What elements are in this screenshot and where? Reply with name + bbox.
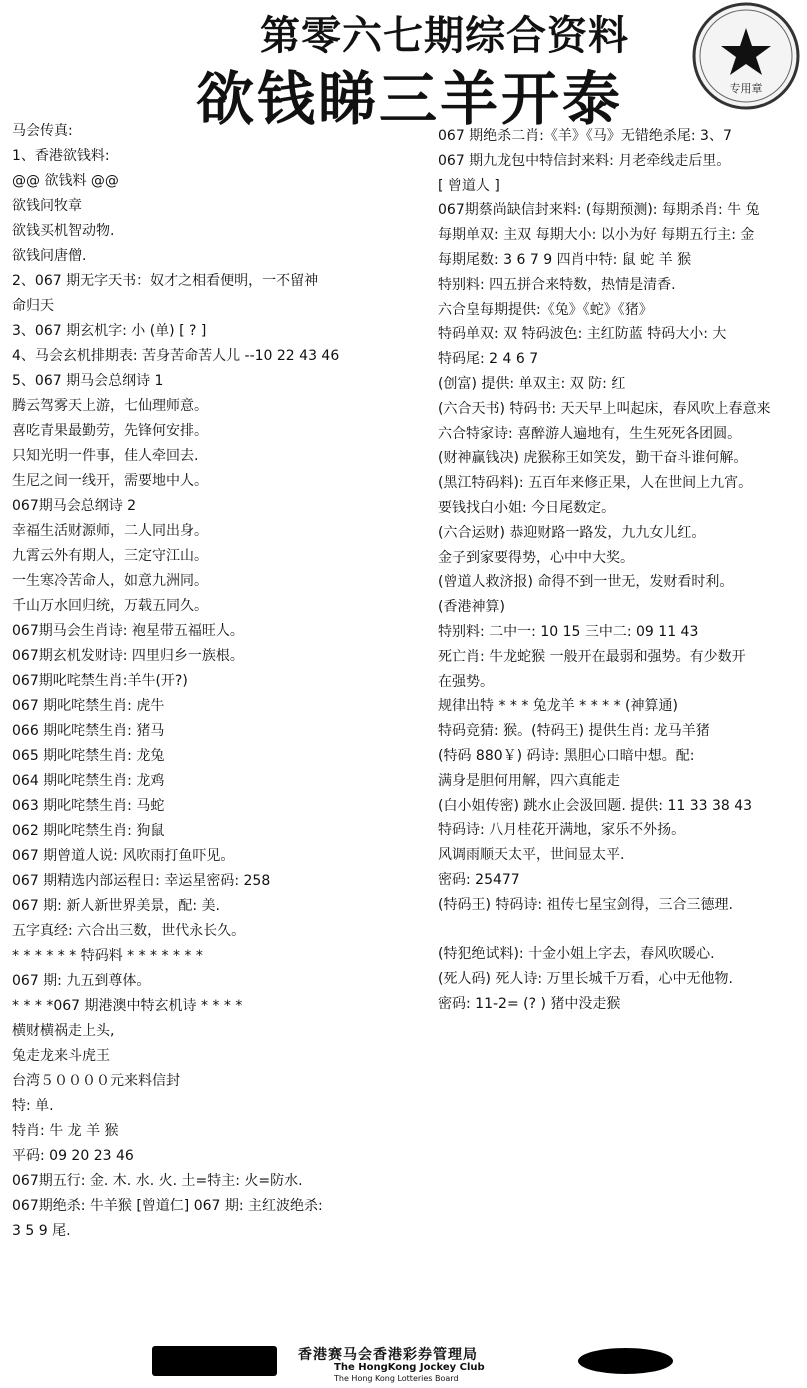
text-line: 千山万水回归统，万载五同久。 [12, 598, 208, 614]
footer-org-cn: 香港赛马会香港彩券管理局 [298, 1347, 478, 1363]
text-line: (六合运财) 恭迎财路一路发，九九女儿红。 [438, 524, 706, 541]
text-line: 每期尾数: 3 6 7 9 四肖中特: 鼠 蛇 羊 猴 [438, 252, 692, 268]
text-line: 命归天 [12, 298, 54, 314]
text-line: 风调雨顺天太平，世间显太平. [438, 847, 625, 864]
text-line: (六合天书) 特码书: 天天早上叫起床，春风吹上春意来 [438, 400, 771, 417]
text-line: * * * *067 期港澳中特玄机诗 * * * * [12, 998, 243, 1014]
text-line: 064 期叱咤禁生肖: 龙鸡 [12, 773, 165, 789]
text-line: 065 期叱咤禁生肖: 龙兔 [12, 748, 165, 764]
title-line-2: 欲钱睇三羊开泰 [196, 65, 624, 133]
text-line: 067期五行: 金. 木. 水. 火. 土=特主: 火=防水. [12, 1173, 303, 1189]
text-line: 六合特家诗: 喜醉游人遍地有，生生死死各团圆。 [438, 425, 742, 442]
text-line: (黑江特码料): 五百年来修正果，人在世间上九宵。 [438, 475, 753, 492]
text-line: 特码诗: 八月桂花开满地，家乐不外扬。 [438, 822, 686, 839]
text-line: 067 期叱咤禁生肖: 虎牛 [12, 698, 165, 714]
text-line: 马会传真: [12, 123, 73, 139]
official-seal-stamp [690, 0, 802, 112]
text-line: 生尼之间一线开，需要地中人。 [12, 473, 208, 489]
text-line: 满身是胆何用解，四六真能走 [438, 772, 620, 789]
text-line: 兔走龙来斗虎王 [12, 1048, 110, 1064]
hkjc-logo-icon [152, 1346, 277, 1376]
text-line: 密码: 11-2= (? ) 猪中没走猴 [438, 996, 621, 1012]
text-line: 067期马会生肖诗: 袍星带五福旺人。 [12, 623, 244, 639]
text-line: 067 期: 新人新世界美景，配: 美. [12, 898, 220, 914]
lotteries-logo-icon [578, 1348, 673, 1374]
text-line: [ 曾道人 ] [438, 177, 500, 194]
text-line: 特别料: 二中一: 10 15 三中二: 09 11 43 [438, 624, 699, 640]
text-line: 062 期叱咤禁生肖: 狗鼠 [12, 823, 165, 839]
text-line: (死人码) 死人诗: 万里长城千万看，心中无他物. [438, 971, 733, 988]
text-line: 特码尾: 2 4 6 7 [438, 351, 539, 368]
text-line: 5、067 期马会总纲诗 1 [12, 373, 164, 389]
text-line: 067 期曾道人说: 风吹雨打鱼吓见。 [12, 848, 235, 864]
text-line: 腾云驾雾天上游，七仙理师意。 [12, 398, 208, 414]
text-line: 死亡肖: 牛龙蛇猴 一般开在最弱和强势。有少数开 [438, 648, 746, 665]
text-line: 密码: 25477 [438, 872, 520, 888]
footer-org-en-2: The Hong Kong Lotteries Board [334, 1374, 459, 1383]
text-line: 066 期叱咤禁生肖: 猪马 [12, 723, 165, 739]
text-line: 2、067 期无字天书：奴才之相看便明，一不留神 [12, 273, 319, 289]
text-line: 067期蔡尚缺信封来料: (每期预测): 每期杀肖: 牛 兔 [438, 202, 760, 219]
text-line: 067 期绝杀二肖:《羊》《马》无错绝杀尾: 3、7 [438, 128, 732, 144]
text-line: 幸福生活财源师，二人同出身。 [12, 523, 208, 539]
text-line: 平码: 09 20 23 46 [12, 1148, 134, 1164]
text-line: 特码单双: 双 特码波色: 主红防蓝 特码大小: 大 [438, 326, 727, 343]
text-line: 067 期: 九五到尊体。 [12, 973, 151, 989]
text-line: 3 5 9 尾. [12, 1223, 71, 1239]
text-line: 067期绝杀: 牛羊猴 [曾道仁] 067 期: 主红波绝杀: [12, 1198, 323, 1214]
text-line: 063 期叱咤禁生肖: 马蛇 [12, 798, 165, 814]
text-line: 067期玄机发财诗: 四里归乡一族根。 [12, 648, 244, 664]
text-line: (财神赢钱决) 虎猴称王如笑发，勤干奋斗谁何解。 [438, 450, 748, 467]
text-line: 特: 单. [12, 1098, 54, 1114]
text-line: (香港神算) [438, 599, 505, 616]
text-line: 横财横祸走上头, [12, 1023, 115, 1039]
text-line: 欲钱问牧章 [12, 198, 82, 214]
text-line: (创富) 提供: 单双主: 双 防: 红 [438, 376, 626, 392]
text-line: 欲钱买机智动物. [12, 223, 115, 239]
text-line: 台湾５００００元来料信封 [12, 1073, 180, 1089]
text-line: 只知光明一件事，佳人牵回去. [12, 448, 199, 464]
text-line: (白小姐传密) 跳水止会汲回题. 提供: 11 33 38 43 [438, 797, 753, 814]
text-line: 067期叱咤禁生肖:羊牛(开?) [12, 673, 188, 689]
text-line: 九霄云外有期人，三定守江山。 [12, 548, 208, 564]
text-line: (特码 880￥) 码诗: 黑胆心口暗中想。配: [438, 748, 695, 764]
text-line: @@ 欲钱料 @@ [12, 173, 119, 189]
text-line: 一生寒冷苦命人，如意九洲同。 [12, 573, 208, 589]
text-line: 特肖: 牛 龙 羊 猴 [12, 1123, 119, 1139]
text-line: 4、马会玄机排期表: 苦身苦命苦人儿 --10 22 43 46 [12, 348, 340, 364]
text-line: 五字真经: 六合出三数，世代永长久。 [12, 923, 246, 939]
text-line: 特别料: 四五拼合来特数，热情是清香. [438, 276, 676, 293]
title-line-1: 第零六七期综合资料 [260, 13, 629, 59]
text-line: 067 期九龙包中特信封来料: 月老牵线走后里。 [438, 152, 731, 169]
text-line: 特码竞猜: 猴。(特码王) 提供生肖: 龙马羊猪 [438, 723, 710, 740]
text-line: 要钱找白小姐: 今日尾数定。 [438, 500, 616, 516]
text-line: * * * * * * 特码料 * * * * * * * [12, 948, 203, 964]
text-line: 欲钱问唐僧. [12, 248, 87, 264]
svg-text:专用章: 专用章 [729, 82, 763, 95]
footer-logos [0, 1344, 807, 1388]
text-line: 3、067 期玄机字: 小 (单) [ ? ] [12, 323, 207, 339]
text-line: 金子到家要得势，心中中大奖。 [438, 549, 634, 566]
text-line: 在强势。 [438, 673, 494, 690]
text-line: (特犯绝试料): 十金小姐上字去，春风吹暖心. [438, 946, 715, 963]
text-line: 1、香港欲钱料: [12, 148, 110, 164]
text-line: 067期马会总纲诗 2 [12, 498, 137, 514]
text-line: 规律出特 * * * 兔龙羊 * * * * (神算通) [438, 698, 678, 715]
text-line: (曾道人救济报) 命得不到一世无，发财看时利。 [438, 574, 734, 591]
footer-org-en-1: The HongKong Jockey Club [334, 1362, 485, 1373]
text-line: (特码王) 特码诗: 祖传七星宝剑得，三合三德理. [438, 896, 733, 913]
text-line: 六合皇每期提供:《兔》《蛇》《猪》 [438, 301, 653, 318]
text-line: 每期单双: 主双 每期大小: 以小为好 每期五行主: 金 [438, 227, 755, 244]
text-line: 067 期精选内部运程日: 幸运星密码: 258 [12, 873, 271, 889]
text-line: 喜吃青果最勤劳，先锋何安排。 [12, 423, 208, 439]
